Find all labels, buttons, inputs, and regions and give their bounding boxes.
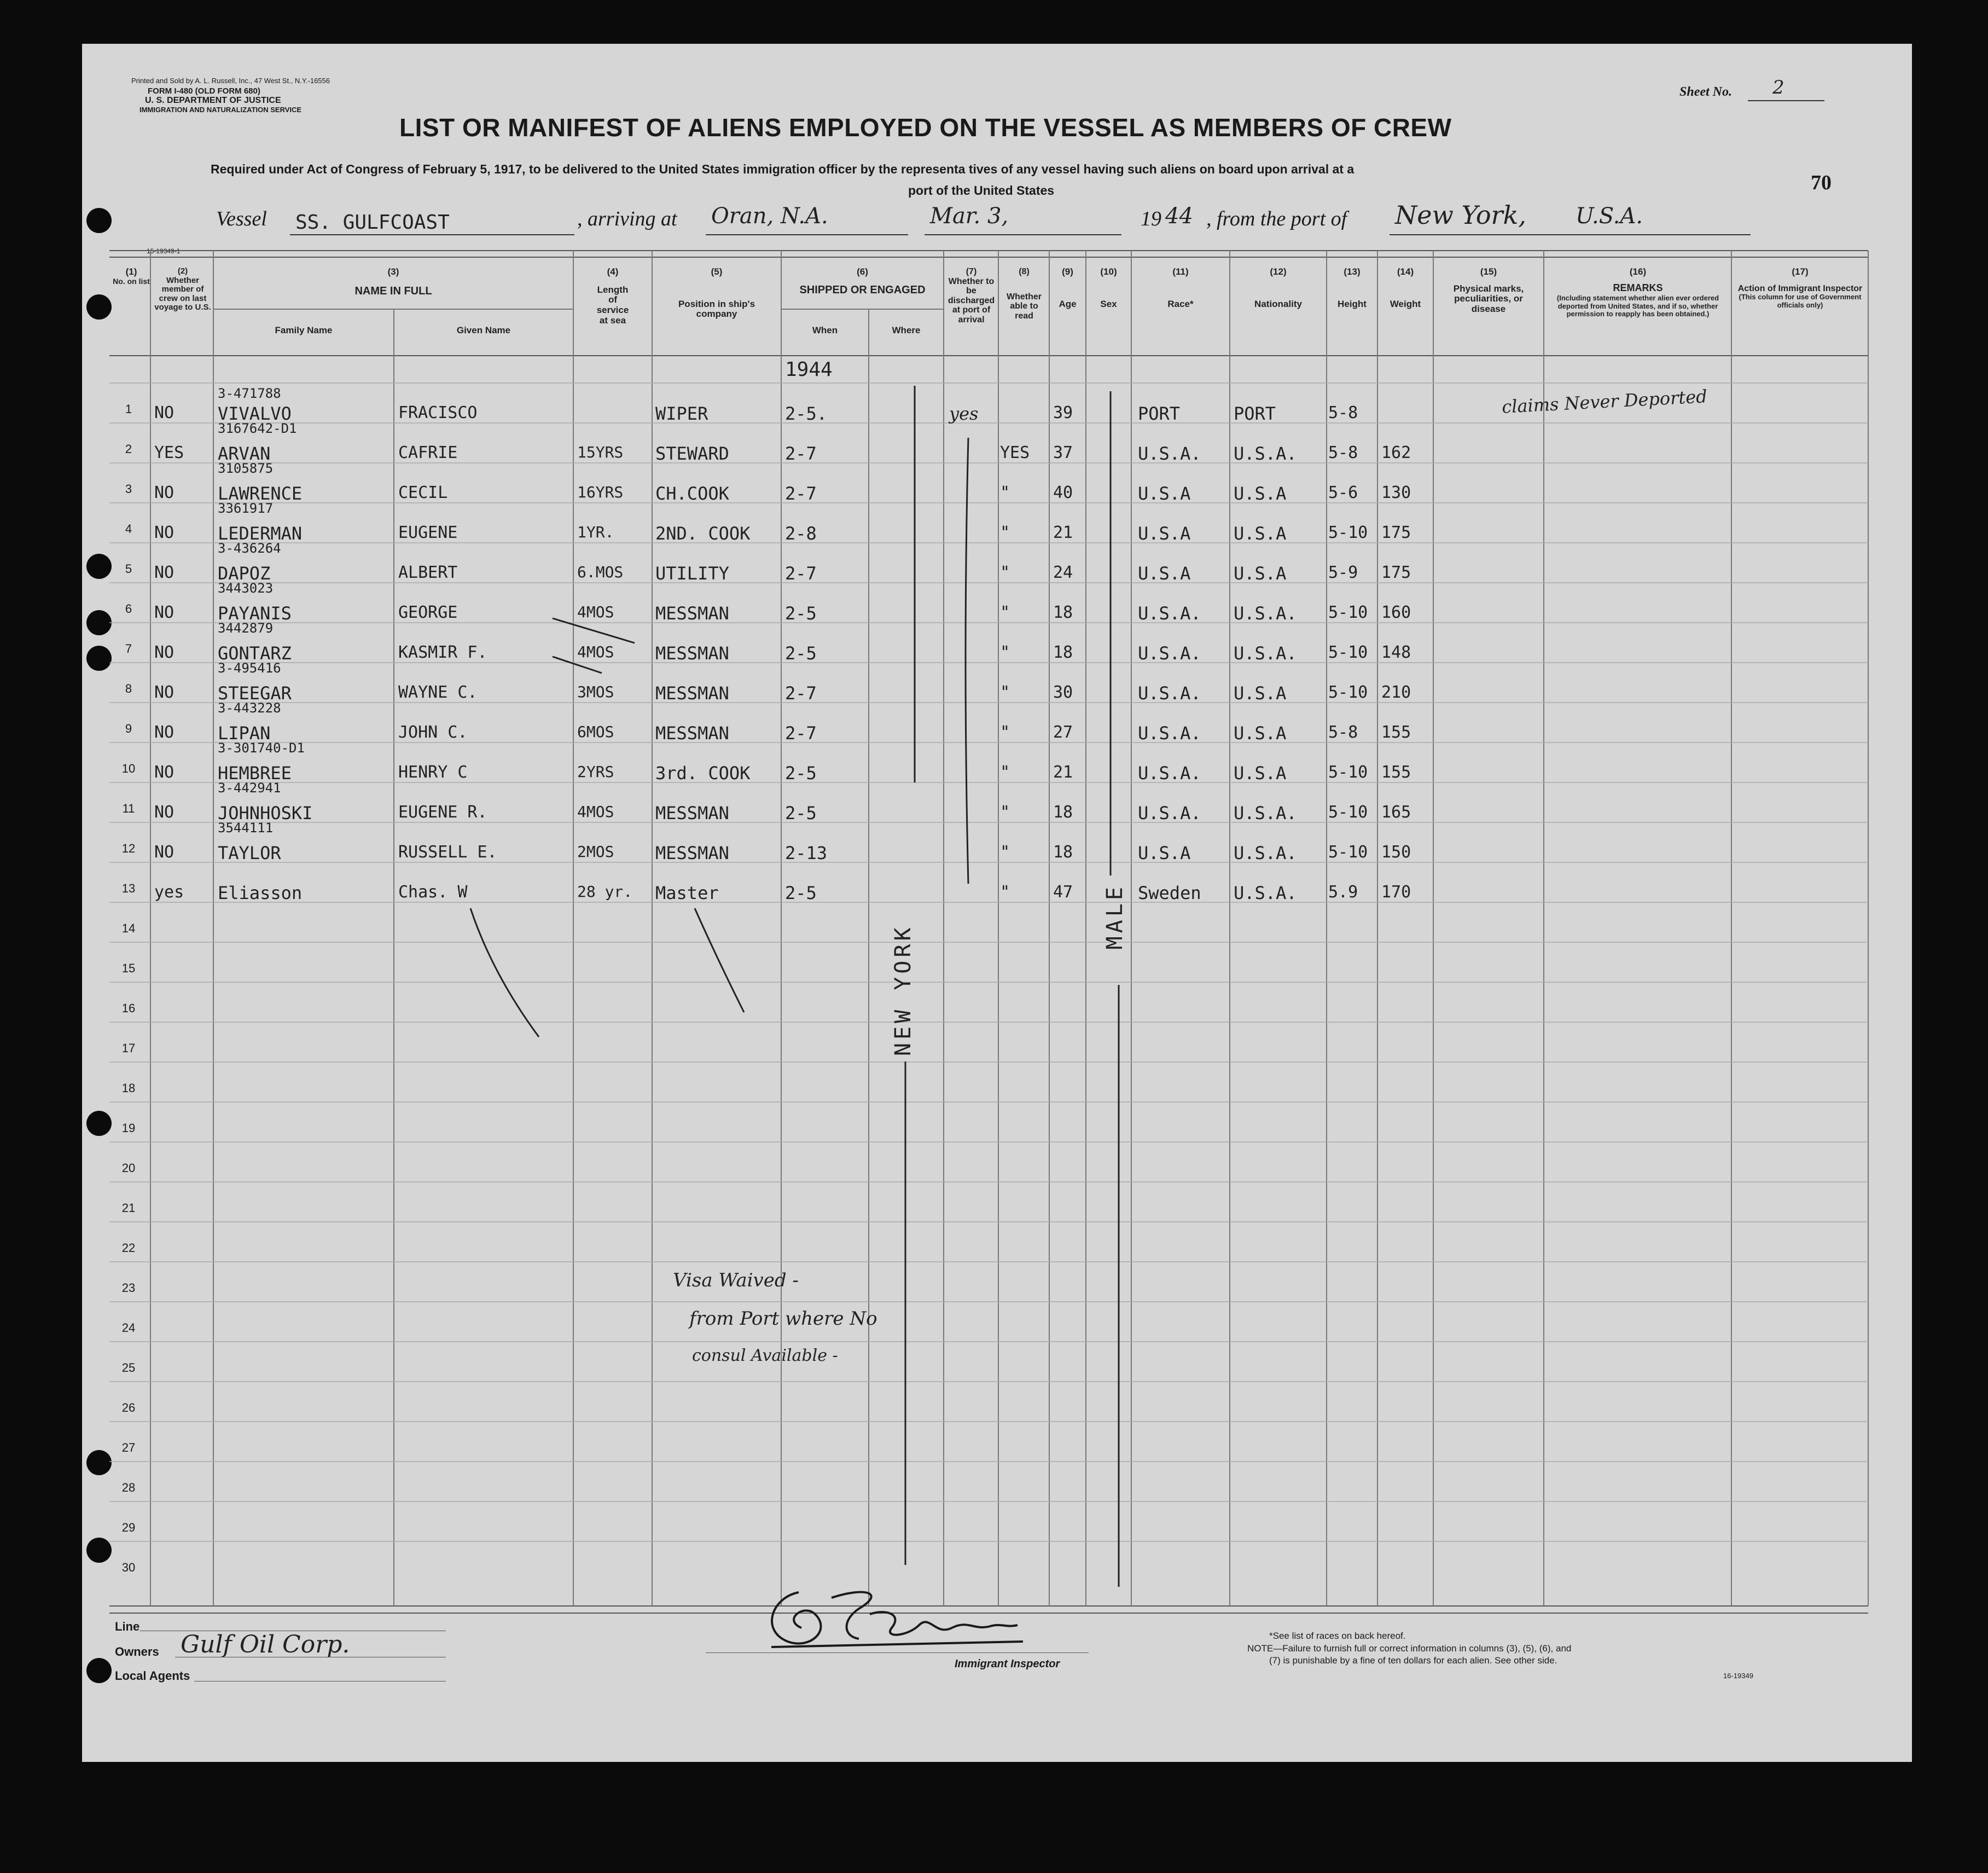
cell-family: LAWRENCE [218, 483, 303, 504]
row-number: 25 [121, 1361, 136, 1375]
cell-service: 3MOS [577, 683, 614, 701]
cell-remarks: claims Never Deported [1501, 386, 1708, 417]
cell-height: 5-10 [1328, 523, 1368, 542]
col-3-header: (3) NAME IN FULL [354, 266, 432, 297]
cell-given: KASMIR F. [398, 643, 487, 662]
cell-position: UTILITY [655, 563, 729, 584]
col-10-header: (10) Sex [1100, 266, 1117, 309]
cell-read: " [1000, 643, 1010, 662]
cell-age: 18 [1053, 843, 1073, 862]
cell-read: " [1000, 563, 1010, 582]
row-number: 1 [125, 402, 132, 416]
cell-nationality: U.S.A [1234, 563, 1287, 584]
sheet-label: Sheet No. [1679, 85, 1732, 99]
col-3b-header: Given Name [456, 325, 511, 335]
cell-race: U.S.A [1138, 483, 1191, 504]
cell-race: U.S.A. [1138, 443, 1201, 464]
from-port: New York, [1395, 200, 1527, 230]
row-number: 20 [121, 1161, 136, 1175]
note-line1: NOTE—Failure to furnish full or correct information in columns (3), (5), (6), and [1247, 1643, 1572, 1654]
cell-age: 24 [1053, 563, 1073, 582]
service: IMMIGRATION AND NATURALIZATION SERVICE [139, 106, 302, 114]
col-7-header: (7) Whether to be discharged at port of arrival [948, 267, 995, 324]
cell-race: U.S.A [1138, 563, 1191, 584]
cell-given: CAFRIE [398, 443, 458, 462]
col-12-header: (12) Nationality [1254, 266, 1302, 309]
cell-height: 5-10 [1328, 683, 1368, 702]
agents-label: Local Agents [115, 1669, 190, 1683]
col-9-header: (9) Age [1059, 266, 1077, 309]
cell-position: MESSMAN [655, 603, 729, 624]
cell-nationality: U.S.A. [1234, 643, 1297, 664]
cell-weight: 210 [1381, 683, 1411, 702]
cell-position: Master [655, 883, 719, 903]
race-note: *See list of races on back hereof. [1269, 1631, 1406, 1641]
from-country: U.S.A. [1576, 204, 1643, 229]
cell-read: " [1000, 763, 1010, 782]
cell-race: U.S.A. [1138, 763, 1201, 784]
inspector-signature [749, 1576, 1045, 1658]
col-8-header: (8) Whether able to read [1007, 267, 1042, 321]
cell-position: MESSMAN [655, 843, 729, 863]
cell-weight: 155 [1381, 723, 1411, 742]
cell-nationality: U.S.A. [1234, 883, 1297, 903]
cell-race: Sweden [1138, 883, 1201, 903]
cell-family: DAPOZ [218, 563, 271, 584]
cell-id-below: 3-443228 [218, 700, 281, 716]
row-number: 5 [125, 562, 132, 576]
cell-id-below: 3105875 [218, 461, 274, 476]
cell-nationality: U.S.A [1234, 723, 1287, 744]
cell-service: 2MOS [577, 843, 614, 861]
cell-service: 6MOS [577, 723, 614, 741]
cell-race: U.S.A. [1138, 683, 1201, 704]
row-number: 21 [121, 1201, 136, 1215]
cell-last-voyage: NO [154, 803, 175, 822]
cell-nationality: U.S.A. [1234, 843, 1297, 863]
row-number: 19 [121, 1121, 136, 1135]
cell-when: 2-5. [785, 403, 828, 424]
cell-last-voyage: YES [154, 443, 184, 462]
col-2-header: (2) Whether member of crew on last voyage to U.S. [154, 266, 211, 312]
cell-read: " [1000, 883, 1010, 902]
cell-age: 18 [1053, 603, 1073, 622]
row-number: 30 [121, 1561, 136, 1574]
cell-height: 5-10 [1328, 803, 1368, 822]
cell-id-below: 3-301740-D1 [218, 740, 305, 756]
cell-age: 27 [1053, 723, 1073, 742]
cell-last-voyage: NO [154, 643, 175, 662]
cell-race: U.S.A. [1138, 643, 1201, 664]
cell-service: 2YRS [577, 763, 614, 781]
cell-when: 2-7 [785, 683, 817, 704]
cell-family: GONTARZ [218, 643, 292, 664]
col-1-header: (1) No. on list [113, 266, 150, 286]
cell-weight: 160 [1381, 603, 1411, 622]
cell-read: " [1000, 483, 1010, 502]
cell-weight: 170 [1381, 883, 1411, 902]
cell-height: 5.9 [1328, 883, 1358, 902]
cell-service: 1YR. [577, 523, 614, 541]
row-number: 17 [121, 1041, 136, 1055]
visa-note-line3: consul Available - [692, 1346, 838, 1365]
printer-line: Printed and Sold by A. L. Russell, Inc., 47 West St., N.Y.-16556 [131, 77, 330, 85]
owners-value: Gulf Oil Corp. [181, 1631, 350, 1659]
cell-given: EUGENE R. [398, 803, 487, 822]
cell-when: 2-7 [785, 723, 817, 744]
cell-given: CECIL [398, 483, 448, 502]
cell-last-voyage: yes [154, 883, 184, 902]
row-number: 28 [121, 1481, 136, 1494]
cell-race: PORT [1138, 403, 1181, 424]
row-number: 6 [125, 602, 132, 616]
sheet-number: 2 [1772, 77, 1784, 98]
cell-id-above: 3-471788 [218, 386, 281, 401]
cell-last-voyage: NO [154, 603, 175, 622]
cell-when: 2-7 [785, 443, 817, 464]
cell-given: HENRY C [398, 763, 468, 782]
cell-given: FRACISCO [398, 403, 478, 422]
row-number: 12 [121, 842, 136, 855]
owners-label: Owners [115, 1645, 159, 1659]
department: U. S. DEPARTMENT OF JUSTICE [145, 96, 281, 105]
cell-service: 15YRS [577, 443, 624, 461]
cell-age: 30 [1053, 683, 1073, 702]
cell-last-voyage: NO [154, 763, 175, 782]
where-vertical-text: NEW YORK [891, 924, 916, 1056]
row-number: 11 [122, 802, 135, 815]
cell-given: Chas. W [398, 883, 468, 902]
cell-id-below: 3-442941 [218, 780, 281, 796]
col-4-header: (4) Length of service at sea [596, 266, 629, 326]
cell-family: Eliasson [218, 883, 303, 903]
sex-vertical-text: MALE [1102, 884, 1127, 950]
cell-age: 18 [1053, 803, 1073, 822]
from-label: , from the port of [1206, 207, 1347, 230]
cell-height: 5-10 [1328, 763, 1368, 782]
col-13-header: (13) Height [1338, 266, 1367, 309]
cell-family: VIVALVO [218, 403, 292, 424]
cell-read: " [1000, 843, 1010, 862]
cell-read: " [1000, 723, 1010, 742]
cell-discharged: yes [949, 403, 979, 424]
cell-weight: 150 [1381, 843, 1411, 862]
row-number: 10 [121, 762, 136, 775]
inspector-label: Immigrant Inspector [955, 1658, 1060, 1670]
subtitle-line2: port of the United States [908, 183, 1055, 198]
row-number: 8 [125, 682, 132, 695]
row-number: 15 [121, 961, 136, 975]
cell-nationality: U.S.A [1234, 763, 1287, 784]
cell-last-voyage: NO [154, 723, 175, 742]
cell-family: LIPAN [218, 723, 271, 744]
cell-read: YES [1000, 443, 1030, 462]
cell-race: U.S.A [1138, 523, 1191, 544]
cell-read: " [1000, 603, 1010, 622]
cell-height: 5-6 [1328, 483, 1358, 502]
cell-weight: 175 [1381, 563, 1411, 582]
cell-height: 5-9 [1328, 563, 1358, 582]
cell-height: 5-10 [1328, 643, 1368, 662]
cell-id-below: 3167642-D1 [218, 421, 297, 436]
col-3a-header: Family Name [275, 325, 333, 335]
form-code-top: 15-19349-1 [147, 247, 181, 255]
cell-position: MESSMAN [655, 723, 729, 744]
cell-when: 2-5 [785, 763, 817, 784]
cell-when: 2-5 [785, 883, 817, 903]
cell-service: 6.MOS [577, 563, 624, 581]
cell-family: STEEGAR [218, 683, 292, 704]
row-number: 9 [125, 722, 132, 735]
cell-family: TAYLOR [218, 843, 281, 863]
cell-id-below: 3-436264 [218, 541, 281, 556]
cell-race: U.S.A. [1138, 803, 1201, 824]
cell-last-voyage: NO [154, 683, 175, 702]
cell-family: LEDERMAN [218, 523, 303, 544]
cell-age: 39 [1053, 403, 1073, 422]
cell-family: ARVAN [218, 443, 271, 464]
cell-given: ALBERT [398, 563, 458, 582]
cell-when: 2-7 [785, 483, 817, 504]
cell-last-voyage: NO [154, 843, 175, 862]
cell-service: 4MOS [577, 803, 614, 821]
col-6-header: (6) SHIPPED OR ENGAGED [799, 266, 926, 296]
cell-id-below: 3361917 [218, 501, 274, 516]
year-prefix: 19 [1141, 207, 1161, 230]
cell-service: 4MOS [577, 603, 614, 621]
cell-nationality: U.S.A [1234, 483, 1287, 504]
cell-age: 18 [1053, 643, 1073, 662]
visa-note-line1: Visa Waived - [673, 1269, 799, 1291]
year-written: 1944 [785, 358, 833, 381]
row-number: 18 [121, 1081, 136, 1095]
vessel-name: SS. GULFCOAST [295, 211, 450, 234]
cell-position: 3rd. COOK [655, 763, 751, 784]
col-6b-header: Where [892, 325, 921, 335]
cell-age: 40 [1053, 483, 1073, 502]
cell-position: WIPER [655, 403, 708, 424]
note-line2: (7) is punishable by a fine of ten dollars for each alien. See other side. [1269, 1655, 1557, 1666]
cell-race: U.S.A. [1138, 723, 1201, 744]
cell-nationality: U.S.A. [1234, 443, 1297, 464]
cell-weight: 162 [1381, 443, 1411, 462]
cell-last-voyage: NO [154, 403, 175, 422]
subtitle-line1: Required under Act of Congress of February 5, 1917, to be delivered to the United States immigration officer by the representa tives of any vessel having such aliens on board upon arrival at a [211, 162, 1355, 176]
arriving-label: , arriving at [577, 207, 677, 230]
cell-weight: 165 [1381, 803, 1411, 822]
cell-id-below: 3544111 [218, 820, 274, 836]
cell-id-below: 3-495416 [218, 660, 281, 676]
cell-service: 4MOS [577, 643, 614, 661]
row-number: 29 [121, 1521, 136, 1534]
cell-position: 2ND. COOK [655, 523, 751, 544]
cell-when: 2-13 [785, 843, 828, 863]
cell-race: U.S.A [1138, 843, 1191, 863]
visa-note-line2: from Port where No [689, 1308, 877, 1330]
cell-age: 37 [1053, 443, 1073, 462]
cell-age: 47 [1053, 883, 1073, 902]
cell-position: MESSMAN [655, 803, 729, 824]
line-label: Line [115, 1620, 140, 1633]
col-5-header: (5) Position in ship's company [678, 266, 755, 320]
cell-service: 28 yr. [577, 883, 633, 901]
row-number: 7 [125, 642, 132, 656]
row-number: 14 [121, 921, 136, 935]
row-number: 23 [121, 1281, 136, 1295]
col-16-header: (16) REMARKS (Including statement whether alien ever ordered deported from United States, and if so, whether permission to reapply has been obtained.) [1556, 266, 1719, 318]
cell-id-below: 3443023 [218, 581, 274, 596]
row-number: 24 [121, 1321, 136, 1335]
cell-age: 21 [1053, 523, 1073, 542]
cell-given: WAYNE C. [398, 683, 478, 702]
col-14-header: (14) Weight [1390, 266, 1421, 309]
cell-nationality: U.S.A [1234, 523, 1287, 544]
arriving-at: Oran, N.A. [711, 204, 828, 229]
cell-given: JOHN C. [398, 723, 468, 742]
cell-height: 5-10 [1328, 603, 1368, 622]
cell-weight: 130 [1381, 483, 1411, 502]
cell-nationality: PORT [1234, 403, 1276, 424]
cell-read: " [1000, 683, 1010, 702]
cell-given: GEORGE [398, 603, 458, 622]
cell-weight: 148 [1381, 643, 1411, 662]
cell-nationality: U.S.A [1234, 683, 1287, 704]
row-number: 4 [125, 522, 132, 536]
cell-when: 2-8 [785, 523, 817, 544]
col-15-header: (15) Physical marks, peculiarities, or disease [1453, 266, 1524, 315]
page-title: LIST OR MANIFEST OF ALIENS EMPLOYED ON THE VESSEL AS MEMBERS OF CREW [399, 113, 1452, 142]
cell-race: U.S.A. [1138, 603, 1201, 624]
cell-read: " [1000, 523, 1010, 542]
cell-last-voyage: NO [154, 523, 175, 542]
cell-weight: 155 [1381, 763, 1411, 782]
cell-nationality: U.S.A. [1234, 603, 1297, 624]
cell-family: HEMBREE [218, 763, 292, 784]
cell-position: STEWARD [655, 443, 729, 464]
cell-age: 21 [1053, 763, 1073, 782]
row-number: 22 [121, 1241, 136, 1255]
cell-when: 2-5 [785, 803, 817, 824]
cell-height: 5-8 [1328, 403, 1358, 422]
row-number: 3 [125, 482, 132, 496]
cell-when: 2-7 [785, 563, 817, 584]
cell-height: 5-8 [1328, 723, 1358, 742]
cell-last-voyage: NO [154, 483, 175, 502]
cell-position: MESSMAN [655, 683, 729, 704]
cell-last-voyage: NO [154, 563, 175, 582]
cell-id-below: 3442879 [218, 621, 274, 636]
cell-height: 5-10 [1328, 843, 1368, 862]
cell-position: CH.COOK [655, 483, 729, 504]
cell-family: JOHNHOSKI [218, 803, 313, 824]
cell-when: 2-5 [785, 643, 817, 664]
row-number: 16 [121, 1001, 136, 1015]
page-number: 70 [1811, 171, 1832, 194]
col-11-header: (11) Race* [1167, 266, 1194, 309]
cell-weight: 175 [1381, 523, 1411, 542]
col-6a-header: When [812, 325, 838, 335]
col-17-header: (17) Action of Immigrant Inspector (This column for use of Government officials only) [1737, 266, 1863, 309]
cell-nationality: U.S.A. [1234, 803, 1297, 824]
cell-read: " [1000, 803, 1010, 822]
cell-given: RUSSELL E. [398, 843, 497, 862]
cell-when: 2-5 [785, 603, 817, 624]
cell-position: MESSMAN [655, 643, 729, 664]
form-number: FORM I-480 (OLD FORM 680) [148, 86, 260, 96]
vessel-label: Vessel [216, 207, 267, 230]
cell-service: 16YRS [577, 483, 624, 501]
year-suffix: 44 [1165, 204, 1193, 229]
inspector-underline [706, 1652, 1089, 1653]
row-number: 13 [121, 882, 136, 895]
row-number: 26 [121, 1401, 136, 1414]
cell-family: PAYANIS [218, 603, 292, 624]
form-code-bottom: 16-19349 [1723, 1672, 1753, 1680]
row-number: 2 [125, 442, 132, 456]
arrival-date: Mar. 3, [930, 204, 1009, 229]
row-number: 27 [121, 1441, 136, 1454]
cell-height: 5-8 [1328, 443, 1358, 462]
cell-given: EUGENE [398, 523, 458, 542]
